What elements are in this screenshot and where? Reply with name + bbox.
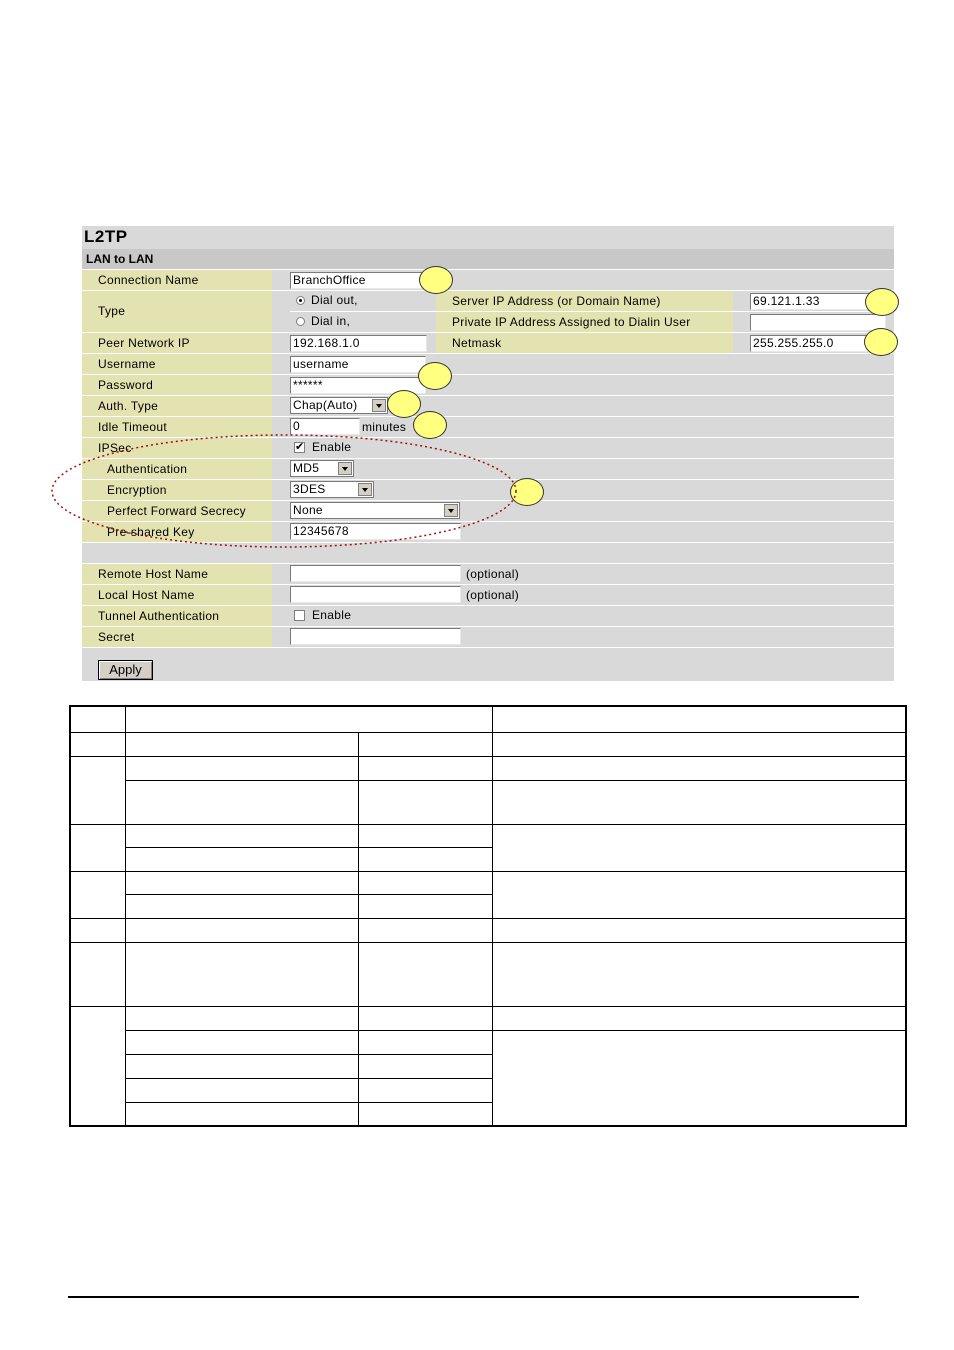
table-cell [125, 824, 358, 847]
table-cell [358, 918, 492, 942]
table-cell [492, 918, 906, 942]
table-cell [358, 824, 492, 847]
row-divider [82, 647, 894, 648]
ipsec-highlight-ellipse [48, 432, 528, 552]
section-header: LAN to LAN [82, 249, 894, 269]
page-title: L2TP [84, 227, 128, 246]
table-cell [70, 756, 125, 824]
table-cell [358, 780, 492, 824]
server-ip-input[interactable]: 69.121.1.33 [750, 293, 870, 310]
table-cell [125, 1102, 358, 1126]
table-cell [70, 706, 125, 732]
tunnel-auth-checkbox[interactable] [294, 610, 305, 621]
table-cell [125, 780, 358, 824]
callout-marker [864, 328, 898, 356]
table-cell [358, 1030, 492, 1054]
dial-out-radio[interactable] [296, 296, 305, 305]
peer-network-ip-input[interactable]: 192.168.1.0 [290, 335, 427, 352]
label-encryption: Encryption [82, 480, 272, 500]
idle-timeout-input[interactable]: 0 [290, 418, 360, 435]
label-ipsec: IPSec [82, 438, 272, 458]
table-cell [125, 847, 358, 871]
callout-marker [865, 288, 899, 316]
table-cell [125, 756, 358, 780]
tunnel-auth-label: Enable [312, 608, 352, 622]
table-cell [125, 942, 358, 1006]
dial-in-radio[interactable] [296, 317, 305, 326]
label-auth-type: Auth. Type [82, 396, 272, 416]
table-cell [358, 1006, 492, 1030]
table-cell [358, 732, 492, 756]
table-cell [492, 1006, 906, 1030]
private-ip-input[interactable] [750, 314, 886, 331]
table-cell [125, 1030, 358, 1054]
table-cell [125, 871, 358, 894]
table-cell [125, 732, 358, 756]
table-cell [125, 894, 358, 918]
callout-marker [387, 390, 421, 418]
label-connection-name: Connection Name [82, 270, 272, 290]
password-input[interactable]: ****** [290, 377, 426, 394]
ipsec-enable-label: Enable [312, 440, 352, 454]
table-cell [70, 824, 125, 871]
reference-table [69, 705, 907, 1127]
table-cell [125, 1078, 358, 1102]
idle-timeout-unit: minutes [362, 420, 407, 434]
local-host-hint: (optional) [466, 588, 520, 602]
label-server-ip: Server IP Address (or Domain Name) [436, 291, 733, 311]
table-cell [70, 871, 125, 918]
table-cell [492, 942, 906, 1006]
table-cell [70, 1006, 125, 1126]
label-netmask: Netmask [436, 333, 733, 353]
label-password: Password [82, 375, 272, 395]
preshared-key-input[interactable]: 12345678 [290, 523, 461, 540]
table-cell [125, 1054, 358, 1078]
label-secret: Secret [82, 627, 272, 647]
table-cell [358, 756, 492, 780]
callout-marker [418, 362, 452, 390]
encryption-value: 3DES [293, 482, 326, 496]
table-cell [492, 824, 906, 871]
table-cell [358, 1054, 492, 1078]
callout-marker [419, 266, 453, 294]
label-type: Type [82, 291, 272, 332]
table-cell [70, 918, 125, 942]
table-cell [492, 1030, 906, 1126]
auth-type-select[interactable] [290, 397, 388, 414]
label-username: Username [82, 354, 272, 374]
label-remote-host: Remote Host Name [82, 564, 272, 584]
label-pfs: Perfect Forward Secrecy [82, 501, 272, 521]
label-preshared-key: Pre-shared Key [82, 522, 272, 542]
table-cell [358, 847, 492, 871]
label-private-ip: Private IP Address Assigned to Dialin User [436, 312, 733, 332]
label-idle-timeout: Idle Timeout [82, 417, 272, 437]
dial-out-label: Dial out, [311, 293, 358, 307]
table-cell [70, 942, 125, 1006]
remote-host-hint: (optional) [466, 567, 520, 581]
table-cell [358, 942, 492, 1006]
apply-button[interactable]: Apply [98, 660, 153, 680]
label-peer-network-ip: Peer Network IP [82, 333, 272, 353]
table-cell [358, 871, 492, 894]
dial-in-label: Dial in, [311, 314, 351, 328]
table-cell [358, 1102, 492, 1126]
table-cell [70, 732, 125, 756]
authentication-value: MD5 [293, 461, 320, 475]
table-cell [492, 706, 906, 732]
table-cell [125, 1006, 358, 1030]
table-cell [358, 1078, 492, 1102]
chevron-down-icon[interactable] [372, 399, 386, 412]
footer-rule [68, 1296, 859, 1298]
username-input[interactable]: username [290, 356, 426, 373]
label-authentication: Authentication [82, 459, 272, 479]
table-cell [125, 706, 492, 732]
connection-name-input[interactable]: BranchOffice [290, 272, 426, 289]
remote-host-input[interactable] [290, 565, 461, 582]
table-cell [492, 780, 906, 824]
auth-type-value: Chap(Auto) [293, 398, 358, 412]
secret-input[interactable] [290, 628, 461, 645]
local-host-input[interactable] [290, 586, 461, 603]
label-tunnel-auth: Tunnel Authentication [82, 606, 272, 626]
table-cell [492, 871, 906, 918]
table-cell [358, 894, 492, 918]
pfs-value: None [293, 503, 323, 517]
netmask-input[interactable]: 255.255.255.0 [750, 335, 870, 352]
table-cell [492, 732, 906, 756]
table-cell [492, 756, 906, 780]
table-cell [125, 918, 358, 942]
label-local-host: Local Host Name [82, 585, 272, 605]
